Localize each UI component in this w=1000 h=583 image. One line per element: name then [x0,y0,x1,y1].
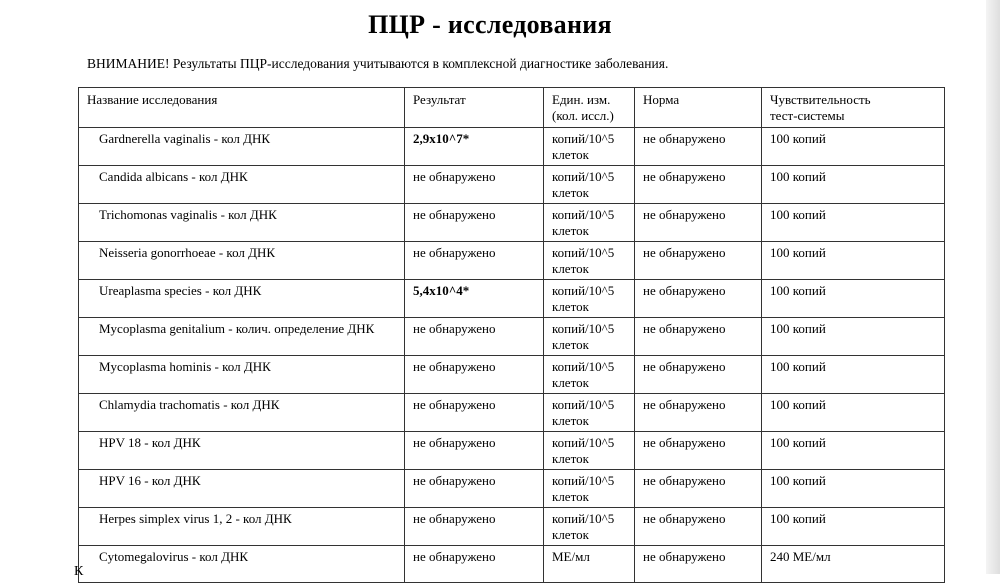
cell-name: Trichomonas vaginalis - кол ДНК [79,204,405,242]
cell-norm: не обнаружено [635,318,762,356]
cell-unit: копий/10^5 клеток [544,356,635,394]
table-row [79,242,945,280]
table-row [79,470,945,508]
table-row [79,280,945,318]
cell-sensitivity: 100 копий [762,508,945,546]
cell-norm: не обнаружено [635,356,762,394]
cell-sensitivity: 100 копий [762,242,945,280]
cell-norm: не обнаружено [635,204,762,242]
cell-name: Herpes simplex virus 1, 2 - кол ДНК [79,508,405,546]
table-row [79,128,945,166]
cell-result: 2,9x10^7* [405,128,544,166]
cell-norm: не обнаружено [635,128,762,166]
cell-norm: не обнаружено [635,166,762,204]
cell-name: HPV 16 - кол ДНК [79,470,405,508]
cell-norm: не обнаружено [635,546,762,583]
footer-clipped-text: К [74,564,84,579]
cell-unit: копий/10^5 клеток [544,242,635,280]
header-sensitivity: Чувствительность тест-системы [762,88,945,128]
cell-norm: не обнаружено [635,470,762,508]
cell-sensitivity: 100 копий [762,356,945,394]
page-title: ПЦР - исследования [368,10,612,39]
results-table [78,87,945,583]
header-norm: Норма [635,88,762,128]
cell-unit: копий/10^5 клеток [544,394,635,432]
cell-result: не обнаружено [405,166,544,204]
cell-result: не обнаружено [405,432,544,470]
notice-text: ВНИМАНИЕ! Результаты ПЦР-исследования учитываются в комплексной диагностике заболевания. [87,56,669,71]
cell-unit: копий/10^5 клеток [544,204,635,242]
cell-sensitivity: 100 копий [762,128,945,166]
cell-norm: не обнаружено [635,242,762,280]
cell-name: Ureaplasma species - кол ДНК [79,280,405,318]
cell-result: не обнаружено [405,204,544,242]
cell-sensitivity: 100 копий [762,470,945,508]
cell-result: не обнаружено [405,508,544,546]
page-edge-shadow [986,0,1000,574]
cell-name: HPV 18 - кол ДНК [79,432,405,470]
cell-result: не обнаружено [405,318,544,356]
cell-unit: МЕ/мл [544,546,635,583]
table-row [79,356,945,394]
cell-name: Cytomegalovirus - кол ДНК [79,546,405,583]
cell-name: Mycoplasma hominis - кол ДНК [79,356,405,394]
cell-name: Candida albicans - кол ДНК [79,166,405,204]
cell-name: Neisseria gonorrhoeae - кол ДНК [79,242,405,280]
cell-name: Chlamydia trachomatis - кол ДНК [79,394,405,432]
cell-norm: не обнаружено [635,280,762,318]
cell-sensitivity: 100 копий [762,280,945,318]
cell-unit: копий/10^5 клеток [544,432,635,470]
cell-result: не обнаружено [405,546,544,583]
cell-result: не обнаружено [405,470,544,508]
cell-result: 5,4x10^4* [405,280,544,318]
header-result: Результат [405,88,544,128]
table-row [79,394,945,432]
table-row [79,432,945,470]
table-header-row [79,88,945,128]
cell-name: Mycoplasma genitalium - колич. определение ДНК [79,318,405,356]
cell-sensitivity: 100 копий [762,204,945,242]
cell-unit: копий/10^5 клеток [544,470,635,508]
cell-result: не обнаружено [405,242,544,280]
table-row [79,204,945,242]
cell-sensitivity: 240 МЕ/мл [762,546,945,583]
table-row [79,546,945,583]
cell-sensitivity: 100 копий [762,318,945,356]
cell-norm: не обнаружено [635,508,762,546]
header-unit: Един. изм. (кол. иссл.) [544,88,635,128]
table-row [79,166,945,204]
cell-name: Gardnerella vaginalis - кол ДНК [79,128,405,166]
table-row [79,508,945,546]
cell-unit: копий/10^5 клеток [544,128,635,166]
cell-norm: не обнаружено [635,394,762,432]
cell-norm: не обнаружено [635,432,762,470]
table-row [79,318,945,356]
cell-unit: копий/10^5 клеток [544,318,635,356]
cell-sensitivity: 100 копий [762,166,945,204]
cell-result: не обнаружено [405,394,544,432]
header-name: Название исследования [79,88,405,128]
cell-sensitivity: 100 копий [762,394,945,432]
cell-unit: копий/10^5 клеток [544,280,635,318]
cell-unit: копий/10^5 клеток [544,508,635,546]
cell-sensitivity: 100 копий [762,432,945,470]
cell-result: не обнаружено [405,356,544,394]
cell-unit: копий/10^5 клеток [544,166,635,204]
